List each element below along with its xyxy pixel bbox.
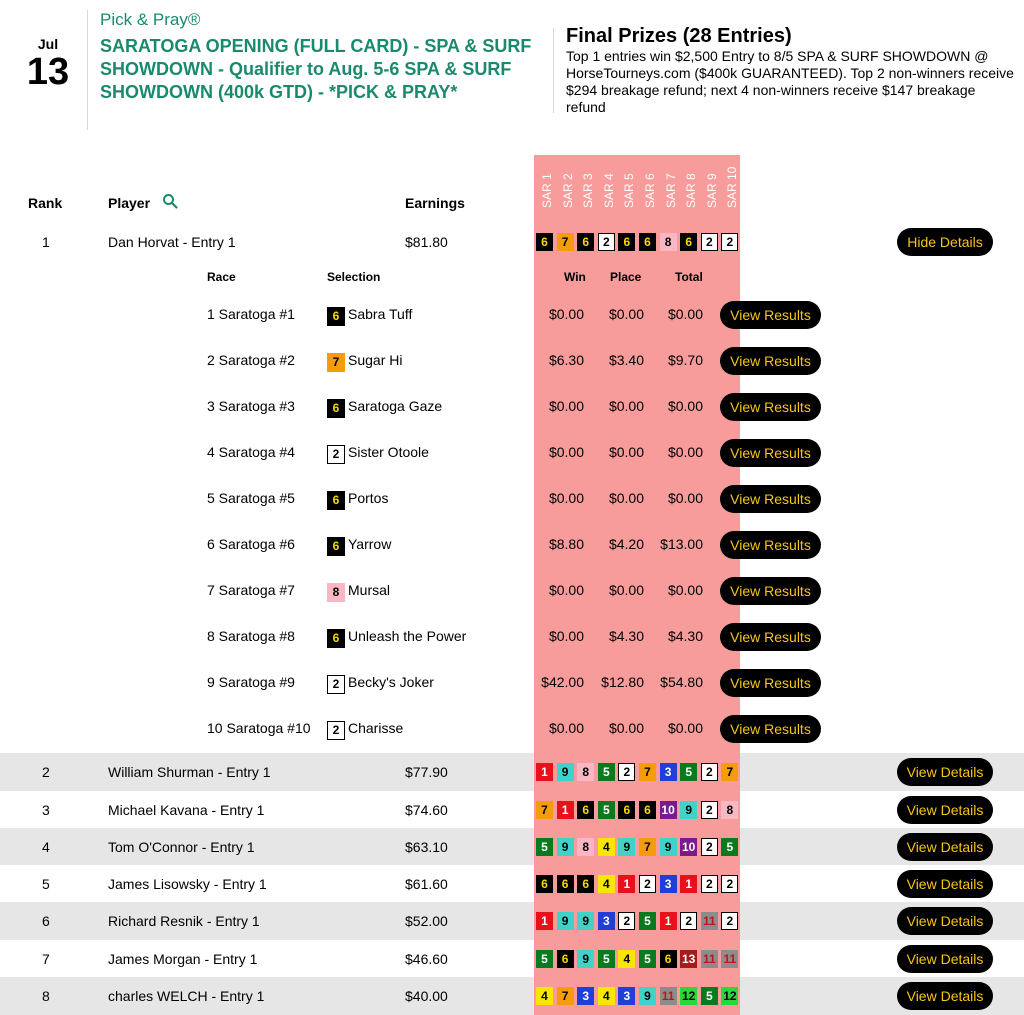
pick-badge: 8 — [721, 801, 738, 819]
pick-badge: 8 — [577, 838, 594, 856]
earnings-value: $63.10 — [405, 839, 448, 855]
pick-badge: 6 — [557, 950, 574, 968]
pick-badge: 1 — [557, 801, 574, 819]
race-header-label: SAR 6 — [643, 173, 657, 208]
detail-total: $54.80 — [660, 674, 703, 690]
picks-strip — [536, 801, 742, 821]
race-header — [559, 160, 579, 222]
detail-total-header: Total — [675, 270, 703, 284]
detail-place: $4.20 — [608, 536, 644, 552]
detail-win: $0.00 — [548, 582, 584, 598]
race-header-label: SAR 9 — [704, 173, 719, 208]
pick-badge: 1 — [618, 875, 635, 893]
leaderboard-row — [0, 228, 1024, 256]
earnings-value: $46.60 — [405, 951, 448, 967]
view-results-button[interactable]: View Results — [720, 485, 821, 513]
pick-badge: 5 — [598, 801, 615, 819]
view-results-button[interactable]: View Results — [720, 393, 821, 421]
selection-horse-name: Unleash the Power — [348, 628, 467, 644]
pick-badge: 8 — [577, 763, 594, 781]
player-name: charles WELCH - Entry 1 — [108, 988, 265, 1004]
race-header-label: SAR 4 — [601, 173, 616, 208]
leaderboard-row — [0, 977, 1024, 1015]
view-results-button[interactable]: View Results — [720, 439, 821, 467]
view-results-button[interactable]: View Results — [720, 623, 821, 651]
earnings-value: $52.00 — [405, 913, 448, 929]
pick-badge: 11 — [721, 950, 738, 968]
detail-row — [0, 338, 1024, 384]
detail-row — [0, 292, 1024, 338]
player-header: Player — [108, 195, 151, 211]
pick-badge: 5 — [536, 838, 553, 856]
selection-horse-name: Sugar Hi — [348, 352, 403, 368]
detail-total: $9.70 — [667, 352, 703, 368]
pick-badge: 9 — [557, 838, 574, 856]
detail-total: $0.00 — [667, 490, 703, 506]
earnings-header: Earnings — [405, 195, 465, 211]
prizes-title: Final Prizes (28 Entries) — [566, 25, 792, 47]
detail-win: $0.00 — [548, 490, 584, 506]
pick-badge: 2 — [701, 801, 718, 819]
pick-badge: 7 — [536, 801, 553, 819]
selection-number-badge: 6 — [327, 399, 345, 418]
pick-badge: 4 — [598, 987, 615, 1005]
hide-details-button[interactable]: Hide Details — [897, 228, 993, 256]
detail-win-header: Win — [564, 270, 586, 284]
selection-horse-name: Mursal — [348, 582, 391, 598]
detail-place: $0.00 — [608, 720, 644, 736]
race-header-label: SAR 3 — [581, 173, 596, 208]
selection-horse-name: Charisse — [348, 720, 404, 736]
player-name: Tom O'Connor - Entry 1 — [108, 839, 255, 855]
pick-badge: 9 — [618, 838, 635, 856]
pick-badge: 10 — [661, 803, 675, 817]
leaderboard-row — [0, 865, 1024, 902]
leaderboard-row — [0, 791, 1024, 828]
detail-row — [0, 614, 1024, 660]
view-details-button[interactable]: View Details — [897, 758, 993, 786]
contest-title: SARATOGA OPENING (FULL CARD) - SPA & SURF SHOWDOWN - Qualifier to Aug. 5-6 SPA & SURF SHOWDOWN (400k GTD) - *PICK & PRAY* — [100, 36, 532, 102]
pick-badge: 9 — [557, 912, 574, 930]
pick-badge: 9 — [660, 838, 677, 856]
picks-strip — [536, 838, 742, 858]
pick-badge: 5 — [639, 950, 656, 968]
contest-date — [20, 36, 76, 92]
selection-horse-name: Becky's Joker — [348, 674, 434, 690]
selection-number-badge: 6 — [327, 629, 345, 648]
prizes-divider — [553, 28, 554, 113]
race-header — [703, 160, 723, 222]
pick-badge: 9 — [639, 987, 656, 1005]
detail-row — [0, 384, 1024, 430]
pick-badge: 5 — [701, 987, 718, 1005]
pick-badge: 5 — [721, 838, 738, 856]
leaderboard-row — [0, 902, 1024, 940]
detail-win: $42.00 — [541, 674, 584, 690]
race-header-label: SAR 5 — [622, 173, 637, 208]
detail-race: 7 Saratoga #7 — [207, 582, 295, 598]
selection-horse-name: Portos — [348, 490, 389, 506]
pick-badge: 2 — [721, 912, 738, 930]
detail-race-header: Race — [207, 270, 236, 284]
view-details-button[interactable]: View Details — [897, 907, 993, 935]
selection-horse-name: Sister Otoole — [348, 444, 429, 460]
leaderboard-row — [0, 753, 1024, 791]
detail-race: 2 Saratoga #2 — [207, 352, 295, 368]
detail-total: $0.00 — [667, 398, 703, 414]
selection-horse-name: Saratoga Gaze — [348, 398, 443, 414]
pick-badge: 6 — [660, 950, 677, 968]
detail-total: $4.30 — [667, 628, 703, 644]
detail-row — [0, 430, 1024, 476]
detail-place: $12.80 — [601, 674, 644, 690]
race-header — [723, 160, 743, 222]
pick-badge: 3 — [598, 912, 615, 930]
detail-place: $0.00 — [608, 306, 644, 322]
pick-badge: 12 — [682, 989, 696, 1003]
picks-strip — [536, 763, 742, 783]
picks-strip — [536, 950, 742, 970]
pick-badge: 2 — [701, 838, 718, 856]
pick-badge: 11 — [660, 987, 677, 1005]
pick-badge: 9 — [577, 912, 594, 930]
pick-badge: 7 — [557, 233, 574, 251]
detail-total: $0.00 — [667, 444, 703, 460]
rank-value: 1 — [42, 234, 50, 250]
date-day: 13 — [26, 51, 70, 93]
header-divider — [87, 10, 88, 130]
pick-badge: 5 — [639, 912, 656, 930]
detail-race: 8 Saratoga #8 — [207, 628, 295, 644]
detail-row — [0, 522, 1024, 568]
player-name: Richard Resnik - Entry 1 — [108, 913, 260, 929]
pick-badge: 6 — [618, 233, 635, 251]
pick-badge: 11 — [701, 912, 718, 930]
race-header — [600, 160, 620, 222]
pick-badge: 3 — [618, 987, 635, 1005]
pick-badge: 6 — [577, 233, 594, 251]
pick-badge: 8 — [660, 233, 677, 251]
earnings-value: $61.60 — [405, 876, 448, 892]
detail-total: $0.00 — [667, 720, 703, 736]
detail-total: $13.00 — [660, 536, 703, 552]
detail-row — [0, 476, 1024, 522]
date-month: Jul — [37, 36, 59, 52]
pick-badge: 2 — [639, 875, 656, 893]
pick-badge: 12 — [723, 989, 737, 1003]
pick-badge: 4 — [536, 987, 553, 1005]
pick-badge: 5 — [536, 950, 553, 968]
pick-badge: 6 — [536, 233, 553, 251]
view-details-button[interactable]: View Details — [897, 796, 993, 824]
view-results-button[interactable]: View Results — [720, 577, 821, 605]
detail-total: $0.00 — [667, 306, 703, 322]
prizes-text: Top 1 entries win $2,500 Entry to 8/5 SPA & SURF SHOWDOWN @ HorseTourneys.com ($400k GUARANTEED). Top 2 non-winners receive $294 breakage refund; next 4 non-winners receive $147 breakage refund — [566, 48, 1014, 115]
detail-place: $0.00 — [608, 398, 644, 414]
pick-badge: 4 — [598, 875, 615, 893]
pick-badge: 13 — [682, 952, 696, 966]
detail-race: 10 Saratoga #10 — [207, 720, 311, 736]
rank-value: 8 — [42, 988, 50, 1004]
pick-badge: 2 — [721, 233, 738, 251]
pick-badge: 2 — [701, 233, 718, 251]
pick-badge: 6 — [536, 875, 553, 893]
leaderboard-row — [0, 828, 1024, 865]
pick-badge: 6 — [618, 801, 635, 819]
view-details-button[interactable]: View Details — [897, 945, 993, 973]
pick-badge: 2 — [721, 875, 738, 893]
selection-number-badge: 8 — [327, 583, 345, 602]
player-name: Michael Kavana - Entry 1 — [108, 802, 265, 818]
rank-value: 6 — [42, 913, 50, 929]
search-icon[interactable] — [162, 193, 178, 209]
view-results-button[interactable]: View Results — [720, 715, 821, 743]
pick-badge: 7 — [639, 763, 656, 781]
detail-win: $0.00 — [548, 444, 584, 460]
rank-value: 3 — [42, 802, 50, 818]
detail-row — [0, 568, 1024, 614]
pick-badge: 1 — [536, 763, 553, 781]
view-details-button[interactable]: View Details — [897, 833, 993, 861]
race-header-label: SAR 2 — [560, 173, 575, 208]
rank-value: 7 — [42, 951, 50, 967]
detail-race: 5 Saratoga #5 — [207, 490, 295, 506]
selection-horse-name: Yarrow — [348, 536, 392, 552]
race-header-label: SAR 1 — [540, 173, 554, 208]
picks-strip — [536, 233, 742, 253]
race-header-label: SAR 7 — [663, 173, 678, 208]
view-results-button[interactable]: View Results — [720, 531, 821, 559]
detail-place-header: Place — [610, 270, 642, 284]
rank-value: 2 — [42, 764, 50, 780]
pick-badge: 6 — [557, 875, 574, 893]
pick-badge: 3 — [660, 875, 677, 893]
pick-badge: 5 — [680, 763, 697, 781]
pick-badge: 3 — [577, 987, 594, 1005]
detail-place: $3.40 — [608, 352, 644, 368]
pick-badge: 6 — [639, 233, 656, 251]
pick-badge: 2 — [598, 233, 615, 251]
pick-badge: 2 — [618, 763, 635, 781]
detail-total: $0.00 — [667, 582, 703, 598]
earnings-value: $77.90 — [405, 764, 448, 780]
pick-badge: 2 — [680, 912, 697, 930]
pick-badge: 7 — [639, 838, 656, 856]
pick-badge: 2 — [701, 763, 718, 781]
picks-strip — [536, 875, 742, 895]
race-header — [682, 160, 702, 222]
view-details-button[interactable]: View Details — [897, 870, 993, 898]
selection-number-badge: 7 — [327, 353, 345, 372]
detail-win: $0.00 — [548, 628, 584, 644]
pick-badge: 6 — [680, 233, 697, 251]
pick-badge: 10 — [682, 840, 696, 854]
pick-badge: 9 — [557, 763, 574, 781]
selection-number-badge: 2 — [327, 675, 345, 694]
rank-value: 4 — [42, 839, 50, 855]
view-results-button[interactable]: View Results — [720, 301, 821, 329]
view-results-button[interactable]: View Results — [720, 347, 821, 375]
picks-strip — [536, 912, 742, 932]
selection-number-badge: 6 — [327, 491, 345, 510]
pick-badge: 7 — [721, 763, 738, 781]
selection-number-badge: 2 — [327, 445, 345, 464]
detail-race: 1 Saratoga #1 — [207, 306, 295, 322]
detail-place: $0.00 — [608, 490, 644, 506]
detail-row — [0, 706, 1024, 752]
pick-badge: 1 — [680, 875, 697, 893]
player-name: James Lisowsky - Entry 1 — [108, 876, 267, 892]
pick-badge: 6 — [577, 801, 594, 819]
rank-header: Rank — [28, 195, 63, 211]
pick-badge: 6 — [639, 801, 656, 819]
earnings-value: $74.60 — [405, 802, 448, 818]
detail-race: 9 Saratoga #9 — [207, 674, 295, 690]
detail-selection-header: Selection — [327, 270, 381, 284]
earnings-value: $40.00 — [405, 988, 448, 1004]
pick-badge: 2 — [701, 875, 718, 893]
race-header — [641, 160, 661, 222]
player-name: William Shurman - Entry 1 — [108, 764, 271, 780]
pick-badge: 3 — [660, 763, 677, 781]
detail-win: $6.30 — [548, 352, 584, 368]
race-header — [662, 160, 682, 222]
earnings-value: $81.80 — [405, 234, 448, 250]
pick-badge: 9 — [680, 801, 697, 819]
selection-horse-name: Sabra Tuff — [348, 306, 413, 322]
view-results-button[interactable]: View Results — [720, 669, 821, 697]
view-details-button[interactable]: View Details — [897, 982, 993, 1010]
pick-badge: 11 — [701, 950, 718, 968]
leaderboard-row — [0, 940, 1024, 977]
detail-win: $8.80 — [548, 536, 584, 552]
rank-value: 5 — [42, 876, 50, 892]
race-header — [579, 160, 599, 222]
selection-number-badge: 2 — [327, 721, 345, 740]
pick-badge: 7 — [557, 987, 574, 1005]
player-name: James Morgan - Entry 1 — [108, 951, 258, 967]
selection-number-badge: 6 — [327, 537, 345, 556]
detail-race: 6 Saratoga #6 — [207, 536, 295, 552]
detail-win: $0.00 — [548, 720, 584, 736]
pick-badge: 1 — [660, 912, 677, 930]
pick-badge: 6 — [577, 875, 594, 893]
detail-win: $0.00 — [548, 398, 584, 414]
pick-badge: 1 — [536, 912, 553, 930]
detail-place: $4.30 — [608, 628, 644, 644]
race-header — [538, 160, 558, 222]
pick-badge: 5 — [598, 763, 615, 781]
pick-badge: 9 — [577, 950, 594, 968]
race-header-label: SAR 10 — [725, 166, 740, 208]
pick-badge: 4 — [618, 950, 635, 968]
pick-badge: 5 — [598, 950, 615, 968]
selection-number-badge: 6 — [327, 307, 345, 326]
pick-badge: 2 — [618, 912, 635, 930]
pick-badge: 4 — [598, 838, 615, 856]
detail-place: $0.00 — [608, 444, 644, 460]
detail-race: 3 Saratoga #3 — [207, 398, 295, 414]
picks-strip — [536, 987, 742, 1007]
brand-name: Pick & Pray® — [100, 10, 201, 29]
detail-win: $0.00 — [548, 306, 584, 322]
player-name: Dan Horvat - Entry 1 — [108, 234, 236, 250]
detail-race: 4 Saratoga #4 — [207, 444, 295, 460]
race-header — [620, 160, 640, 222]
race-header-label: SAR 8 — [684, 173, 699, 208]
detail-place: $0.00 — [608, 582, 644, 598]
detail-row — [0, 660, 1024, 706]
